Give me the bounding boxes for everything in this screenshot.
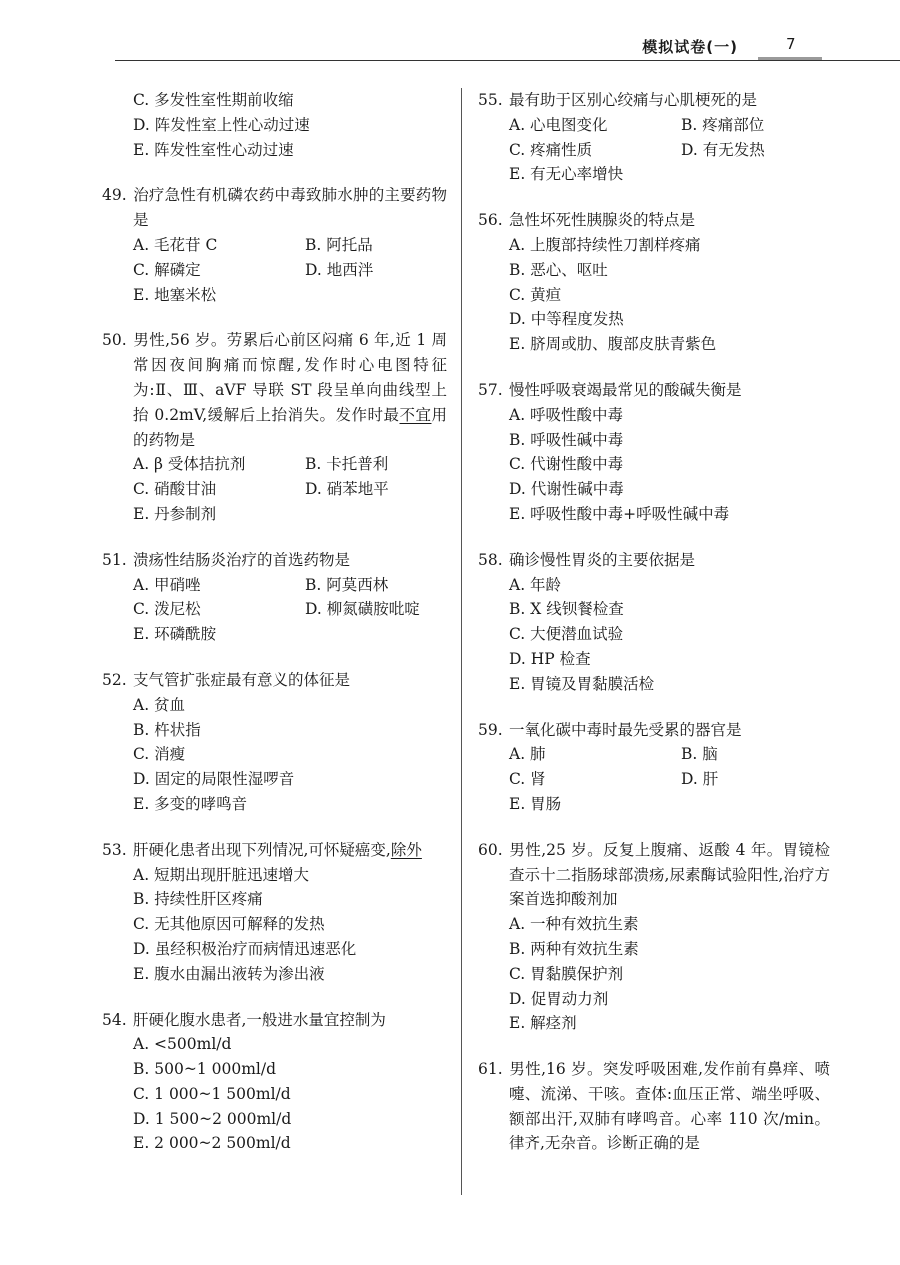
- option-d: D. 有无发热: [681, 140, 765, 159]
- option-a: A. β 受体拮抗剂: [133, 455, 246, 474]
- option-b: B. 两种有效抗生素: [509, 939, 639, 958]
- option-e: E. 脐周或肋、腹部皮肤青紫色: [509, 335, 717, 354]
- option-c: C. 解磷定: [133, 260, 201, 279]
- question-number: 57.: [478, 380, 503, 399]
- question-stem: [478, 88, 830, 113]
- question-number: 61.: [478, 1060, 503, 1079]
- option-d: D. 虽经积极治疗而病情迅速恶化: [133, 939, 357, 958]
- option-e: E. 环磷酰胺: [133, 625, 217, 644]
- option-a: A. 上腹部持续性刀割样疼痛: [509, 235, 701, 254]
- question-text: 肝硬化患者出现下列情况,可怀疑癌变,: [133, 840, 391, 859]
- option-a: A. 呼吸性酸中毒: [509, 405, 624, 424]
- question-54: [102, 1008, 447, 1157]
- option-b: B. 杵状指: [133, 720, 201, 739]
- question-number: 51.: [102, 550, 127, 569]
- question-stem: [478, 548, 830, 573]
- question-number: 56.: [478, 211, 503, 230]
- option-c: C. 硝酸甘油: [133, 480, 217, 499]
- option-c: C. 黄疸: [509, 285, 562, 304]
- question-56: [478, 208, 830, 357]
- question-stem: [102, 1008, 447, 1033]
- option-c: C. 泼尼松: [133, 600, 201, 619]
- option-a: A. 肺: [509, 745, 546, 764]
- question-text: 治疗急性有机磷农药中毒致肺水肿的主要药物是: [133, 186, 447, 230]
- option-e: E. 胃肠: [509, 794, 562, 813]
- question-text: 慢性呼吸衰竭最常见的酸碱失衡是: [509, 380, 742, 399]
- question-61: [478, 1057, 830, 1156]
- option: E. 阵发性室性心动过速: [133, 140, 294, 159]
- option-b: B. 脑: [681, 745, 718, 764]
- question-stem: [102, 548, 447, 573]
- question-stem: [102, 668, 447, 693]
- question-53: [102, 838, 447, 987]
- question-stem: [102, 183, 447, 233]
- question-51: [102, 548, 447, 647]
- option-e: E. 胃镜及胃黏膜活检: [509, 674, 655, 693]
- option-e: E. 多变的哮鸣音: [133, 794, 248, 813]
- option-d: D. 硝苯地平: [305, 480, 389, 499]
- options-grid: [102, 452, 447, 502]
- option-d: D. 促胃动力剂: [509, 989, 609, 1008]
- option-a: A. 短期出现肝脏迅速增大: [133, 865, 310, 884]
- question-50: [102, 328, 447, 526]
- option-e: E. 丹参制剂: [133, 504, 217, 523]
- question-text: 男性,56 岁。劳累后心前区闷痛 6 年,近 1 周常因夜间胸痛而惊醒,发作时心电图特征为:Ⅱ、Ⅲ、aVF 导联 ST 段呈单向曲线型上抬 0.2mV,缓解后上抬消失。发作时最: [133, 331, 447, 424]
- page-header: [0, 0, 900, 66]
- option-b: B. 阿莫西林: [305, 575, 389, 594]
- question-text: 男性,25 岁。反复上腹痛、返酸 4 年。胃镜检查示十二指肠球部溃疡,尿素酶试验阳性,治疗方案首选抑酸剂加: [509, 840, 830, 909]
- question-stem: [102, 838, 447, 863]
- option-b: B. 500~1 000ml/d: [133, 1060, 276, 1079]
- option-a: A. 年龄: [509, 575, 562, 594]
- question-number: 52.: [102, 670, 127, 689]
- question-number: 53.: [102, 840, 127, 859]
- header-rule: [115, 60, 900, 61]
- question-text-end: 用的药物是: [133, 405, 447, 449]
- option-a: A. 心电图变化: [509, 115, 608, 134]
- exam-title: 模拟试卷(一): [642, 38, 738, 56]
- question-55: [478, 88, 830, 187]
- option-d: D. 柳氮磺胺吡啶: [305, 600, 420, 619]
- options-grid: [102, 573, 447, 623]
- question-stem: [478, 378, 830, 403]
- question-number: 58.: [478, 550, 503, 569]
- option-c: C. 胃黏膜保护剂: [509, 964, 624, 983]
- option-c: C. 疼痛性质: [509, 140, 593, 159]
- question-number: 50.: [102, 331, 127, 350]
- options-grid: [478, 113, 830, 163]
- option-a: A. 贫血: [133, 695, 186, 714]
- option-c: C. 1 000~1 500ml/d: [133, 1084, 291, 1103]
- option-b: B. 持续性肝区疼痛: [133, 890, 263, 909]
- underlined-keyword: 除外: [390, 840, 422, 859]
- question-48-continued: [102, 88, 447, 162]
- option-c: C. 肾: [509, 770, 546, 789]
- question-52: [102, 668, 447, 817]
- option-a: A. <500ml/d: [133, 1035, 232, 1054]
- option-e: E. 2 000~2 500ml/d: [133, 1134, 291, 1153]
- option-a: A. 毛花苷 C: [133, 235, 218, 254]
- question-57: [478, 378, 830, 527]
- column-divider: [461, 88, 462, 1195]
- question-59: [478, 718, 830, 817]
- option-e: E. 解痉剂: [509, 1014, 577, 1033]
- options-grid: [478, 742, 830, 792]
- question-60: [478, 838, 830, 1036]
- option-e: E. 腹水由漏出液转为渗出液: [133, 964, 325, 983]
- option-e: E. 呼吸性酸中毒+呼吸性碱中毒: [509, 504, 730, 523]
- underlined-keyword: 不宜: [399, 405, 432, 424]
- option-d: D. 中等程度发热: [509, 310, 624, 329]
- option-d: D. 肝: [681, 770, 719, 789]
- option-c: C. 无其他原因可解释的发热: [133, 915, 325, 934]
- option-b: B. 呼吸性碱中毒: [509, 430, 624, 449]
- question-stem: [478, 1057, 830, 1156]
- option: D. 阵发性室上性心动过速: [133, 115, 310, 134]
- option-d: D. HP 检查: [509, 649, 591, 668]
- option-d: D. 地西泮: [305, 260, 374, 279]
- options-grid: [102, 233, 447, 283]
- left-column: [102, 88, 447, 1156]
- option-b: B. 阿托品: [305, 235, 373, 254]
- question-49: [102, 183, 447, 307]
- option-d: D. 代谢性碱中毒: [509, 480, 624, 499]
- right-column: [478, 88, 830, 1156]
- page-number: 7: [786, 35, 796, 53]
- question-text: 最有助于区别心绞痛与心肌梗死的是: [509, 91, 758, 109]
- question-number: 54.: [102, 1010, 127, 1029]
- option-a: A. 一种有效抗生素: [509, 915, 639, 934]
- option: C. 多发性室性期前收缩: [133, 91, 294, 109]
- option-a: A. 甲硝唑: [133, 575, 201, 594]
- question-stem: [478, 208, 830, 233]
- option-c: C. 消瘦: [133, 745, 186, 764]
- question-stem: [478, 718, 830, 743]
- option-c: C. 大便潜血试验: [509, 625, 624, 644]
- question-number: 60.: [478, 840, 503, 859]
- option-b: B. 恶心、呕吐: [509, 260, 608, 279]
- option-b: B. X 线钡餐检查: [509, 600, 624, 619]
- question-number: 59.: [478, 720, 503, 739]
- option-b: B. 疼痛部位: [681, 115, 765, 134]
- question-text: 一氧化碳中毒时最先受累的器官是: [509, 720, 742, 739]
- option-d: D. 1 500~2 000ml/d: [133, 1109, 292, 1128]
- option-e: E. 地塞米松: [133, 285, 217, 304]
- option-c: C. 代谢性酸中毒: [509, 455, 624, 474]
- question-text: 支气管扩张症最有意义的体征是: [133, 670, 351, 689]
- option-d: D. 固定的局限性湿啰音: [133, 770, 295, 789]
- question-number: 49.: [102, 186, 127, 205]
- question-text: 确诊慢性胃炎的主要依据是: [509, 550, 696, 569]
- option-e: E. 有无心率增快: [509, 165, 624, 184]
- question-text: 溃疡性结肠炎治疗的首选药物是: [133, 550, 351, 569]
- question-stem: [102, 328, 447, 452]
- option-b: B. 卡托普利: [305, 455, 389, 474]
- question-text: 肝硬化腹水患者,一般进水量宜控制为: [133, 1010, 386, 1029]
- question-58: [478, 548, 830, 697]
- question-text: 男性,16 岁。突发呼吸困难,发作前有鼻痒、喷嚏、流涕、干咳。查体:血压正常、端坐呼吸、额部出汗,双肺有哮鸣音。心率 110 次/min。律齐,无杂音。诊断正确的是: [509, 1060, 830, 1153]
- question-number: 55.: [478, 91, 503, 109]
- question-stem: [478, 838, 830, 912]
- question-text: 急性坏死性胰腺炎的特点是: [509, 211, 696, 230]
